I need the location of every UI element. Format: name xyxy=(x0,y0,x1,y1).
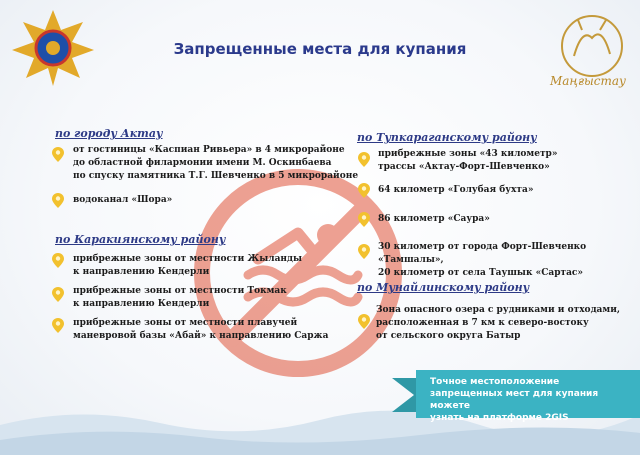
location-pin-icon xyxy=(52,253,64,268)
item-line: 64 километр «Голубая бухта» xyxy=(378,185,534,195)
item-line: прибрежные зоны от местности плавучей xyxy=(73,318,298,328)
item-line: водоканал «Шора» xyxy=(73,195,173,205)
item-line: прибрежные зоны от местности Токмак xyxy=(73,286,287,296)
location-pin-icon xyxy=(52,287,64,302)
list-item xyxy=(73,144,358,183)
location-pin-icon xyxy=(52,318,64,333)
list-item xyxy=(378,184,533,197)
item-line: до областной филармонии имени М. Оскинбаева xyxy=(73,158,332,168)
location-pin-icon xyxy=(358,314,370,329)
item-line: к направлению Кендерли xyxy=(73,299,210,309)
callout-line: Точное местоположение xyxy=(430,377,560,387)
logo-text: Маңғыстау xyxy=(549,74,626,88)
list-item xyxy=(73,317,328,343)
location-pin-icon xyxy=(358,152,370,167)
list-item xyxy=(378,148,557,174)
item-line: прибрежные зоны «43 километр» xyxy=(378,149,558,159)
list-item xyxy=(378,241,640,280)
location-pin-icon xyxy=(358,183,370,198)
item-line: 20 километр от села Таушык «Сартас» xyxy=(378,268,584,278)
item-line: к направлению Кендерли xyxy=(73,267,210,277)
item-line: от сельского округа Батыр xyxy=(376,331,521,341)
item-line: маневровой базы «Абай» к направлению Саржа xyxy=(73,331,329,341)
page-title: Запрещенные места для купания xyxy=(173,40,467,58)
callout-text xyxy=(430,376,640,424)
item-line: трассы «Актау-Форт-Шевченко» xyxy=(378,162,550,172)
item-line: от гостиницы «Каспиан Ривьера» в 4 микрорайоне xyxy=(73,145,345,155)
location-pin-icon xyxy=(52,147,64,162)
list-item xyxy=(73,194,172,207)
heading-karakiyan: по Каракиянскому району xyxy=(55,233,226,246)
list-item xyxy=(73,285,287,311)
location-pin-icon xyxy=(358,212,370,227)
item-line: прибрежные зоны от местности Жыланды xyxy=(73,254,303,264)
list-item xyxy=(376,304,620,343)
list-item xyxy=(378,213,490,226)
callout-line: запрещенных мест для купания можете xyxy=(430,389,599,411)
item-line: по спуску памятника Т.Г. Шевченко в 5 микрорайоне xyxy=(73,171,359,181)
heading-tupkaragan: по Тупкараганскому району xyxy=(357,131,537,144)
list-item xyxy=(73,253,302,279)
location-pin-icon xyxy=(52,193,64,208)
item-line: Зона опасного озера с рудниками и отходами, xyxy=(376,305,621,315)
item-line: 30 километр от города Форт-Шевченко «Тамшалы», xyxy=(378,242,587,265)
location-pin-icon xyxy=(358,244,370,259)
item-line: 86 километр «Саура» xyxy=(378,214,490,224)
callout-line: узнать на платформе 2GIS xyxy=(430,413,569,423)
heading-munaily: по Мунайлинскому району xyxy=(357,281,530,294)
heading-aktau: по городу Актау xyxy=(55,127,163,140)
item-line: расположенная в 7 км к северо-востоку xyxy=(376,318,589,328)
